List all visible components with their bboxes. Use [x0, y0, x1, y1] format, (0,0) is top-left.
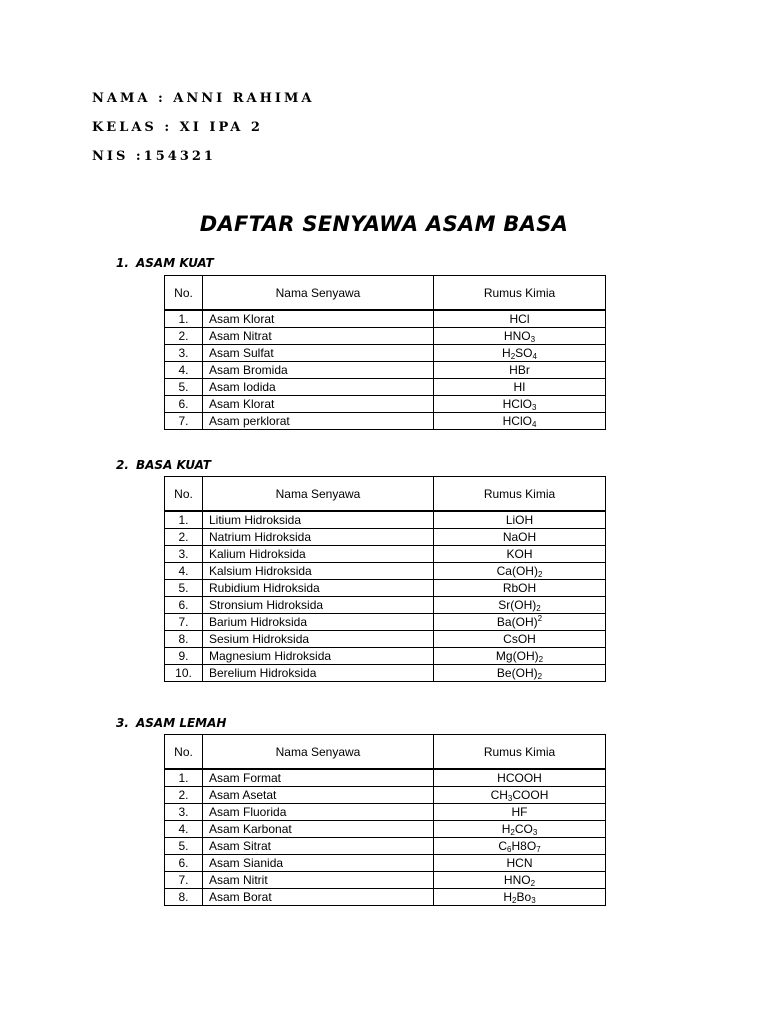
chemical-formula: RbOH	[434, 580, 606, 597]
col-header-no: No.	[165, 276, 203, 311]
compound-name: Asam Bromida	[203, 362, 434, 379]
chemical-formula: CsOH	[434, 631, 606, 648]
chemical-formula: HCl	[434, 310, 606, 328]
section-number: 1.	[116, 256, 129, 270]
chemical-formula: $H_2Bo_3$	[434, 889, 606, 906]
row-number: 1.	[165, 769, 203, 787]
table-row	[165, 614, 606, 631]
table-basa-kuat	[164, 476, 606, 682]
chemical-formula: HBr	[434, 362, 606, 379]
table-header-row	[165, 477, 606, 512]
col-header-formula: Rumus Kimia	[434, 276, 606, 311]
row-number: 3.	[165, 546, 203, 563]
compound-name: Rubidium Hidroksida	[203, 580, 434, 597]
section-title-asam-lemah	[116, 716, 226, 730]
row-number: 6.	[165, 855, 203, 872]
table-row	[165, 665, 606, 682]
row-number: 3.	[165, 345, 203, 362]
compound-name: Natrium Hidroksida	[203, 529, 434, 546]
compound-name: Asam perklorat	[203, 413, 434, 430]
row-number: 7.	[165, 413, 203, 430]
chemical-formula: Ba(OH)$^2$	[434, 614, 606, 631]
section-label: ASAM LEMAH	[136, 716, 227, 730]
section-number: 2.	[116, 458, 129, 472]
section-number: 3.	[116, 716, 129, 730]
col-header-name: Nama Senyawa	[203, 735, 434, 770]
row-number: 1.	[165, 511, 203, 529]
chemical-formula: $Ca(OH)_2$	[434, 563, 606, 580]
student-name: NAMA : ANNI RAHIMA	[92, 91, 315, 106]
col-header-no: No.	[165, 477, 203, 512]
table-row	[165, 855, 606, 872]
section-title-asam-kuat	[116, 256, 214, 270]
chemical-formula: $Be(OH)_2$	[434, 665, 606, 682]
compound-name: Asam Nitrit	[203, 872, 434, 889]
table-row	[165, 310, 606, 328]
row-number: 2.	[165, 328, 203, 345]
compound-name: Magnesium Hidroksida	[203, 648, 434, 665]
student-id: NIS :154321	[92, 149, 216, 164]
table-row	[165, 413, 606, 430]
document-title: DAFTAR SENYAWA ASAM BASA	[199, 212, 569, 236]
chemical-formula: $H_2CO_3$	[434, 821, 606, 838]
row-number: 2.	[165, 787, 203, 804]
table-row	[165, 838, 606, 855]
chemical-formula: LiOH	[434, 511, 606, 529]
col-header-formula: Rumus Kimia	[434, 735, 606, 770]
row-number: 7.	[165, 614, 203, 631]
compound-name: Asam Karbonat	[203, 821, 434, 838]
compound-name: Asam Klorat	[203, 310, 434, 328]
section-label: BASA KUAT	[136, 458, 211, 472]
table-row	[165, 769, 606, 787]
compound-name: Sesium Hidroksida	[203, 631, 434, 648]
row-number: 6.	[165, 396, 203, 413]
row-number: 7.	[165, 872, 203, 889]
chemical-formula: HClO$_3$	[434, 396, 606, 413]
row-number: 1.	[165, 310, 203, 328]
chemical-formula: NaOH	[434, 529, 606, 546]
row-number: 4.	[165, 362, 203, 379]
row-number: 4.	[165, 563, 203, 580]
table-row	[165, 328, 606, 345]
table-row	[165, 631, 606, 648]
row-number: 8.	[165, 631, 203, 648]
col-header-no: No.	[165, 735, 203, 770]
compound-name: Asam Asetat	[203, 787, 434, 804]
compound-name: Asam Format	[203, 769, 434, 787]
table-row	[165, 580, 606, 597]
row-number: 4.	[165, 821, 203, 838]
chemical-formula: HCN	[434, 855, 606, 872]
compound-name: Asam Iodida	[203, 379, 434, 396]
chemical-formula: $CH_3COOH$	[434, 787, 606, 804]
table-row	[165, 511, 606, 529]
row-number: 8.	[165, 889, 203, 906]
section-label: ASAM KUAT	[136, 256, 214, 270]
chemical-formula: KOH	[434, 546, 606, 563]
chemical-formula: HClO$_4$	[434, 413, 606, 430]
col-header-name: Nama Senyawa	[203, 276, 434, 311]
compound-name: Asam Sianida	[203, 855, 434, 872]
compound-name: Barium Hidroksida	[203, 614, 434, 631]
table-asam-lemah	[164, 734, 606, 906]
compound-name: Asam Borat	[203, 889, 434, 906]
table-row	[165, 889, 606, 906]
table-row	[165, 787, 606, 804]
chemical-formula: $HNO_3$	[434, 328, 606, 345]
row-number: 10.	[165, 665, 203, 682]
row-number: 2.	[165, 529, 203, 546]
row-number: 5.	[165, 379, 203, 396]
table-row	[165, 379, 606, 396]
row-number: 5.	[165, 838, 203, 855]
chemical-formula: HI	[434, 379, 606, 396]
row-number: 6.	[165, 597, 203, 614]
compound-name: Asam Klorat	[203, 396, 434, 413]
compound-name: Berelium Hidroksida	[203, 665, 434, 682]
table-row	[165, 821, 606, 838]
chemical-formula: $H_2SO_4$	[434, 345, 606, 362]
compound-name: Kalium Hidroksida	[203, 546, 434, 563]
compound-name: Asam Sulfat	[203, 345, 434, 362]
compound-name: Asam Sitrat	[203, 838, 434, 855]
student-class: KELAS : XI IPA 2	[92, 120, 263, 135]
table-row	[165, 597, 606, 614]
compound-name: Stronsium Hidroksida	[203, 597, 434, 614]
table-row	[165, 362, 606, 379]
table-row	[165, 546, 606, 563]
chemical-formula: $HNO_2$	[434, 872, 606, 889]
col-header-formula: Rumus Kimia	[434, 477, 606, 512]
table-row	[165, 529, 606, 546]
compound-name: Litium Hidroksida	[203, 511, 434, 529]
row-number: 3.	[165, 804, 203, 821]
chemical-formula: HF	[434, 804, 606, 821]
table-row	[165, 396, 606, 413]
section-title-basa-kuat	[116, 458, 211, 472]
row-number: 9.	[165, 648, 203, 665]
table-row	[165, 345, 606, 362]
chemical-formula: $Mg(OH)_2$	[434, 648, 606, 665]
table-row	[165, 872, 606, 889]
chemical-formula: $Sr(OH)_2$	[434, 597, 606, 614]
chemical-formula: $C_6H8O_7$	[434, 838, 606, 855]
row-number: 5.	[165, 580, 203, 597]
table-header-row	[165, 735, 606, 770]
compound-name: Kalsium Hidroksida	[203, 563, 434, 580]
table-header-row	[165, 276, 606, 311]
table-row	[165, 804, 606, 821]
col-header-name: Nama Senyawa	[203, 477, 434, 512]
compound-name: Asam Fluorida	[203, 804, 434, 821]
table-row	[165, 563, 606, 580]
chemical-formula: HCOOH	[434, 769, 606, 787]
table-row	[165, 648, 606, 665]
compound-name: Asam Nitrat	[203, 328, 434, 345]
table-asam-kuat	[164, 275, 606, 430]
